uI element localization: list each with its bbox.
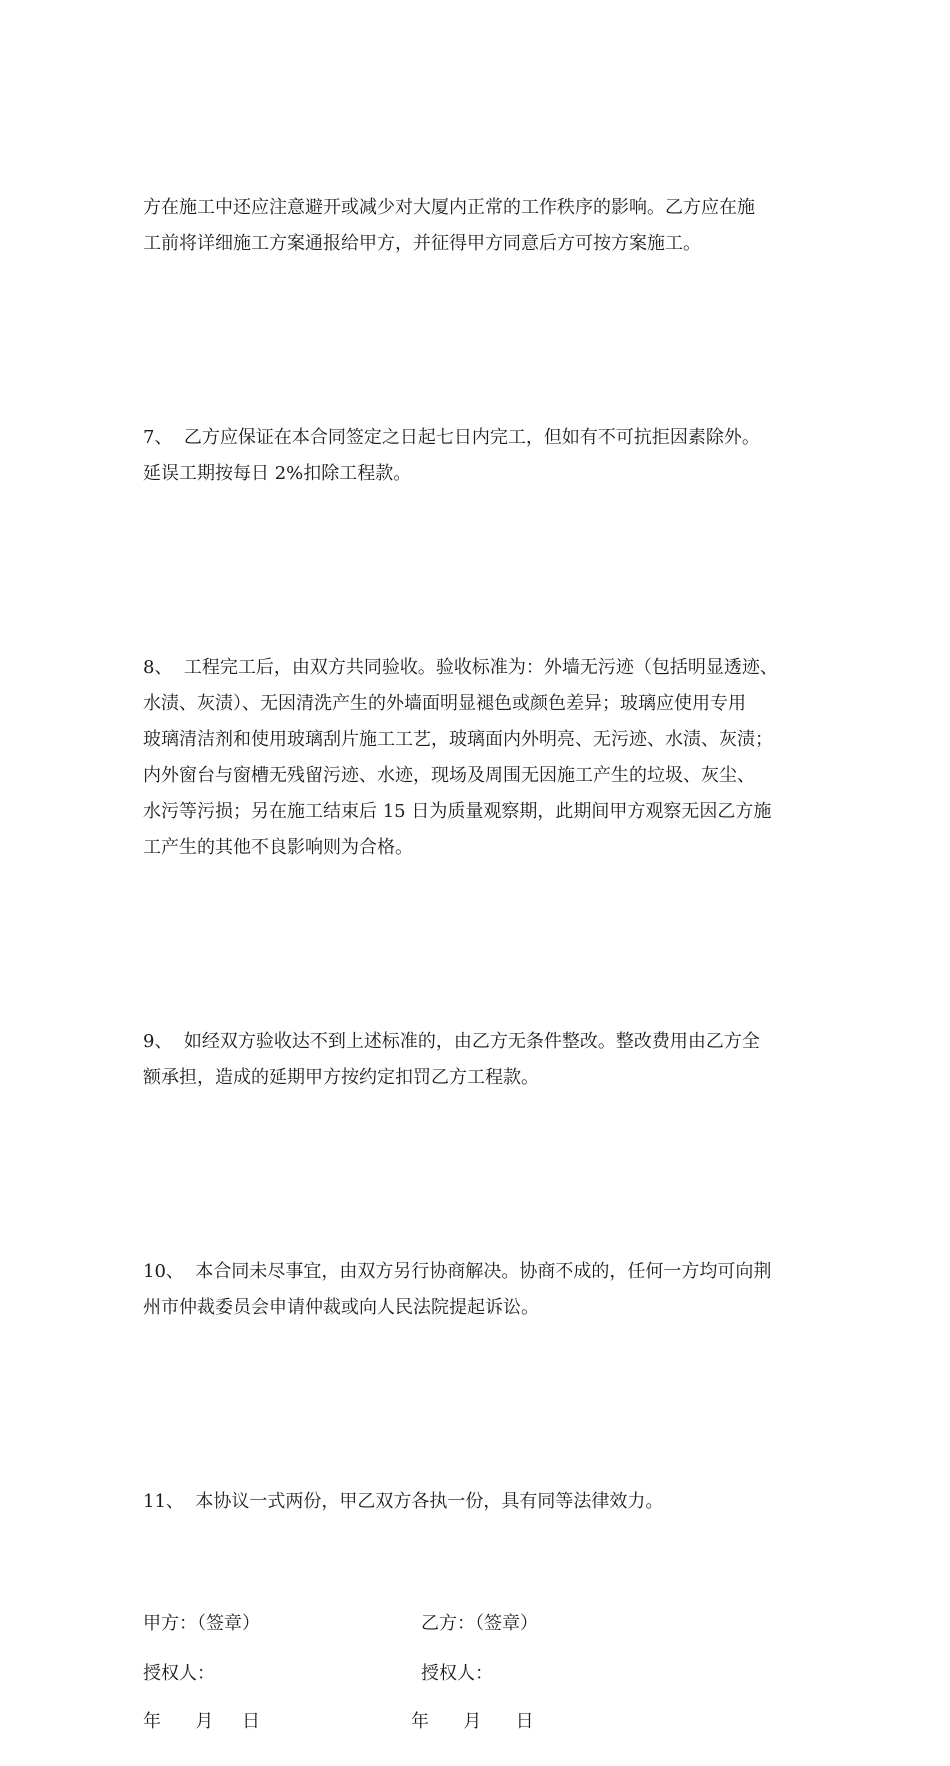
text-line: 内外窗台与窗槽无残留污迹、水迹，现场及周围无因施工产生的垃圾、灰尘、 xyxy=(143,765,755,786)
party-a-signature-label: 甲方：（签章） xyxy=(143,1613,260,1634)
party-a-date: 年 月 日 xyxy=(143,1711,260,1732)
party-b-authorized-label: 授权人： xyxy=(421,1663,493,1684)
contract-body xyxy=(143,118,815,1766)
party-b-date: 年 月 日 xyxy=(411,1711,534,1732)
text-line: 玻璃清洁剂和使用玻璃刮片施工工艺，玻璃面内外明亮、无污迹、水渍、灰渍； xyxy=(143,729,773,750)
clause-10 xyxy=(143,1182,815,1398)
text-line: 方在施工中还应注意避开或减少对大厦内正常的工作秩序的影响。乙方应在施 xyxy=(143,197,755,218)
text-line: 州市仲裁委员会申请仲裁或向人民法院提起诉讼。 xyxy=(143,1297,539,1318)
clause-8 xyxy=(143,578,815,938)
text-line: 8、 工程完工后，由双方共同验收。验收标准为：外墙无污迹（包括明显透迹、 xyxy=(143,657,778,678)
clause-11 xyxy=(143,1412,815,1592)
party-b-signature-label: 乙方：（签章） xyxy=(421,1613,538,1634)
paragraph-continuation xyxy=(143,118,815,334)
text-line: 10、 本合同未尽事宜，由双方另行协商解决。协商不成的，任何一方均可向荆 xyxy=(143,1261,772,1282)
clause-7 xyxy=(143,348,815,564)
text-line: 工前将详细施工方案通报给甲方，并征得甲方同意后方可按方案施工。 xyxy=(143,233,701,254)
signature-row-date xyxy=(143,1704,815,1740)
signature-row-authorized xyxy=(143,1656,815,1692)
text-line: 水渍、灰渍）、无因清洗产生的外墙面明显褪色或颜色差异；玻璃应使用专用 xyxy=(143,693,746,714)
signature-block xyxy=(143,1606,815,1766)
text-line: 额承担，造成的延期甲方按约定扣罚乙方工程款。 xyxy=(143,1067,539,1088)
text-line: 工产生的其他不良影响则为合格。 xyxy=(143,837,413,858)
party-a-authorized-label: 授权人： xyxy=(143,1663,215,1684)
text-line: 7、 乙方应保证在本合同签定之日起七日内完工，但如有不可抗拒因素除外。 xyxy=(143,427,760,448)
text-line: 11、 本协议一式两份，甲乙双方各执一份，具有同等法律效力。 xyxy=(143,1491,664,1512)
text-line: 延误工期按每日 2%扣除工程款。 xyxy=(143,463,412,484)
clause-9 xyxy=(143,952,815,1168)
signature-row-parties xyxy=(143,1606,815,1642)
text-line: 水污等污损；另在施工结束后 15 日为质量观察期，此期间甲方观察无因乙方施 xyxy=(143,801,772,822)
text-line: 9、 如经双方验收达不到上述标准的，由乙方无条件整改。整改费用由乙方全 xyxy=(143,1031,760,1052)
